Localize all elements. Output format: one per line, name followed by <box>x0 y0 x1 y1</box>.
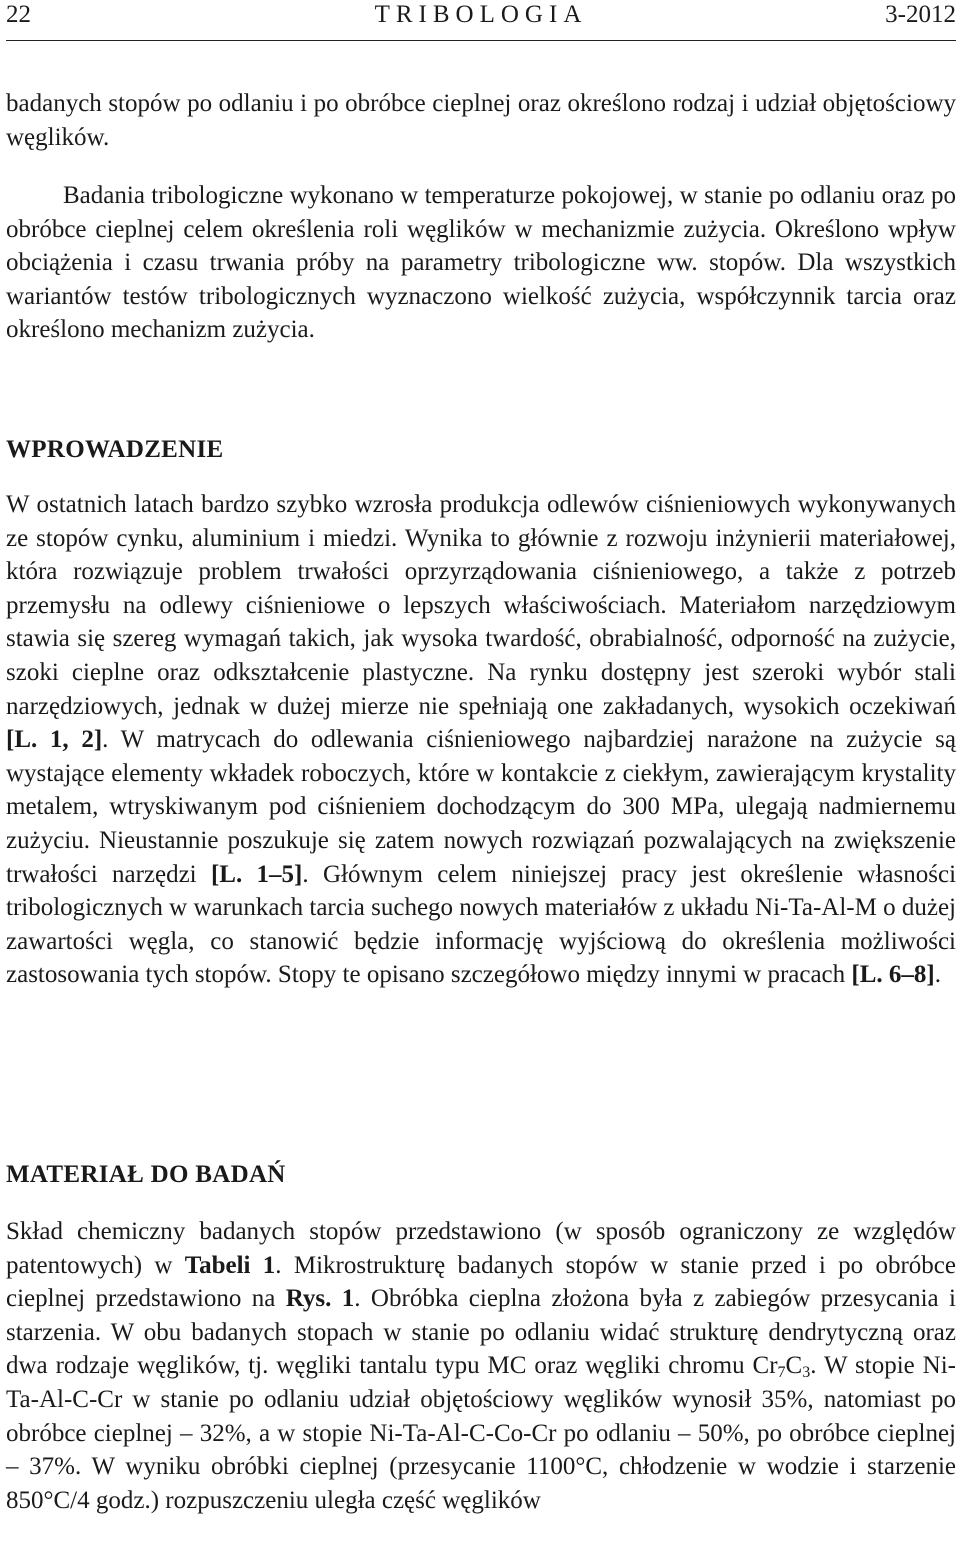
intro-text-a: W ostatnich latach bardzo szybko wzrosła produkcja odlewów ciśnieniowych wykonywanych ze stopów cynku, aluminium i miedzi. Wynika to głównie z rozwoju inżynierii materiałowej, która rozwiązuje problem trwałości oprzyrządowania ciśnieniowego, a także z potrzeb przemysłu na odlewy ciśnieniowe o lepszych właściwościach. Materiałom narzędziowym stawia się szereg wymagań takich, jak wysoka twardość, obrabialność, odporność na zużycie, szoki cieplne oraz odkształcenie plastyczne. Na rynku dostępny jest szeroki wybór stali narzędziowych, jednak w dużej mierze nie spełniają one zakładanych, wysokich oczekiwań <box>6 491 956 720</box>
figure-reference: Rys. 1 <box>285 1285 355 1313</box>
table-reference: Tabeli 1 <box>184 1251 276 1279</box>
header-rule <box>6 40 956 41</box>
citation-6-8: [L. 6–8] <box>851 961 935 989</box>
section-heading-materials: MATERIAŁ DO BADAŃ <box>6 1161 286 1188</box>
materials-text-c: . Obróbka cieplna złożona była z zabiegów przesycania i starzenia. W obu badanych stopach w stanie po odlaniu widać strukturę dendrytyczną oraz dwa rodzaje węglików, tj. węgliki tantalu typu MC oraz węgliki chromu Cr <box>6 1285 956 1380</box>
abstract-paragraph-1: badanych stopów po odlaniu i po obróbce cieplnej oraz określono rodzaj i udział objętościowy węglików. <box>6 90 956 151</box>
journal-title: TRIBOLOGIA <box>374 1 588 28</box>
materials-paragraph <box>6 1215 956 1517</box>
abstract-paragraph-2: Badania tribologiczne wykonano w temperaturze pokojowej, w stanie po odlaniu oraz po obróbce cieplnej celem określenia roli węglików w mechanizmie zużycia. Określono wpływ obciążenia i czasu trwania próby na parametry tribologiczne ww. stopów. Dla wszystkich wariantów testów tribologicznych wyznaczono wielkość zużycia, współczynnik tarcia oraz określono mechanizm zużycia. <box>6 182 956 344</box>
citation-1-2: [L. 1, 2] <box>6 726 103 754</box>
intro-text-b: . W matrycach do odlewania ciśnieniowego najbardziej narażone na zużycie są wystające elementy wkładek roboczych, które w kontakcie z ciekłym, zawierającym krystality metalem, wtryskiwanym pod ciśnieniem dochodzącym do 300 MPa, ulegają nadmiernemu zużyciu. Nieustannie poszukuje się zatem nowych rozwiązań pozwalających na zwiększenie trwałości narzędzi <box>6 726 956 888</box>
page-number: 22 <box>6 1 31 28</box>
materials-text-e: . W stopie Ni-Ta-Al-C-Cr w stanie po odlaniu udział objętościowy węglików wynosił 35%, natomiast po obróbce cieplnej – 32%, a w stopie Ni-Ta-Al-C-Co-Cr po odlaniu – 50%, po obróbce cieplnej – 37%. W wyniku obróbki cieplnej (przesycanie 1100°C, chłodzenie w wodzie i starzenie 850°C/4 godz.) rozpuszczeniu uległa część węglików <box>6 1352 956 1514</box>
citation-1-5: [L. 1–5] <box>210 860 303 888</box>
introduction-paragraph <box>6 488 956 992</box>
intro-text-c: . Głównym celem niniejszej pracy jest określenie własności tribologicznych w warunkach tarcia suchego nowych materiałów z układu Ni-Ta-Al-M o dużej zawartości węgla, co stanowić będzie informację wyjściową do określenia możliwości zastosowania tych stopów. Stopy te opisano szczegółowo między innymi w pracach <box>6 860 957 989</box>
materials-text-b: . Mikrostrukturę badanych stopów w stanie przed i po obróbce cieplnej przedstawiono na <box>6 1251 956 1313</box>
materials-text-a: Skład chemiczny badanych stopów przedstawiono (w sposób ograniczony ze względów patentowych) w <box>6 1218 956 1279</box>
subscript-3: 3 <box>802 1364 811 1382</box>
materials-text-d: C <box>785 1352 803 1380</box>
issue-number: 3-2012 <box>885 1 956 28</box>
subscript-7: 7 <box>777 1364 786 1382</box>
running-header <box>6 0 956 30</box>
section-heading-introduction: WPROWADZENIE <box>6 436 224 463</box>
intro-text-d: . <box>934 961 941 989</box>
